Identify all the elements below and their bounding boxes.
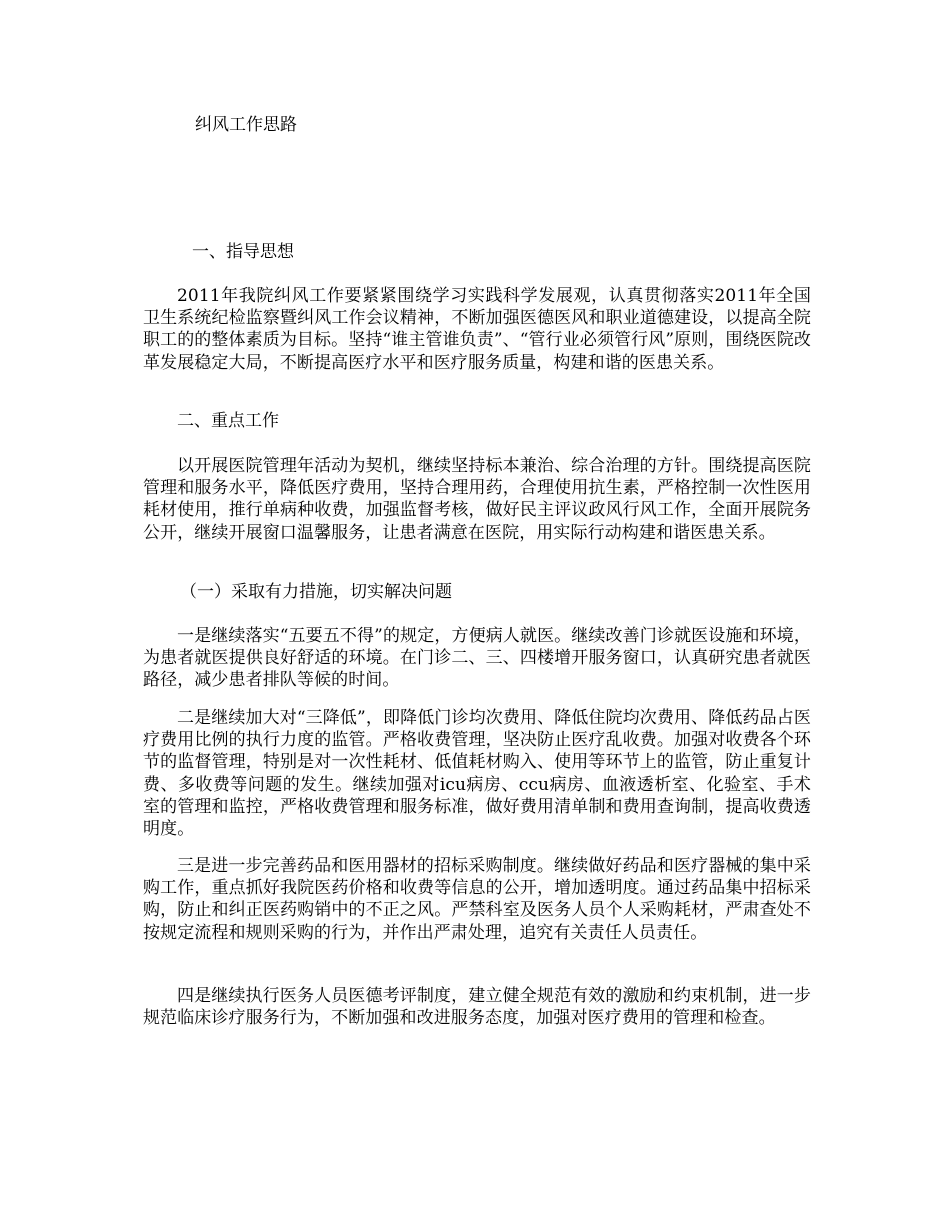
document-title: 纠风工作思路: [195, 115, 297, 135]
paragraph-measure-2: 二是继续加大对“三降低”，即降低门诊均次费用、降低住院均次费用、降低药品占医疗费用比例的执行力度的监管。严格收费管理，坚决防止医疗乱收费。加强对收费各个环节的监督管理，特别是对一次性耗材、低值耗材购入、使用等环节上的监管，防止重复计费、多收费等问题的发生。继续加强对icu病房、ccu病房、血液透析室、化验室、手术室的管理和监控，严格收费管理和服务标准，做好费用清单制和费用查询制，提高收费透明度。: [143, 708, 811, 840]
section-heading-guiding-ideology: 一、指导思想: [192, 242, 294, 262]
paragraph-key-work: 以开展医院管理年活动为契机，继续坚持标本兼治、综合治理的方针。围绕提高医院管理和服务水平，降低医疗费用，坚持合理用药，合理使用抗生素，严格控制一次性医用耗材使用，推行单病种收费，加强监督考核，做好民主评议政风行风工作，全面开展院务公开，继续开展窗口温馨服务，让患者满意在医院，用实际行动构建和谐医患关系。: [143, 456, 811, 543]
paragraph-measure-3: 三是进一步完善药品和医用器材的招标采购制度。继续做好药品和医疗器械的集中采购工作，重点抓好我院医药价格和收费等信息的公开，增加透明度。通过药品集中招标采购，防止和纠正医药购销中的不正之风。严禁科室及医务人员个人采购耗材，严肃查处不按规定流程和规则采购的行为，并作出严肃处理，追究有关责任人员责任。: [143, 856, 811, 943]
paragraph-measure-4: 四是继续执行医务人员医德考评制度，建立健全规范有效的激励和约束机制，进一步规范临床诊疗服务行为，不断加强和改进服务态度，加强对医疗费用的管理和检查。: [143, 986, 811, 1029]
subsection-heading-measures: （一）采取有力措施，切实解决问题: [180, 582, 452, 602]
paragraph-guiding-ideology: 2011年我院纠风工作要紧紧围绕学习实践科学发展观，认真贯彻落实2011年全国卫生系统纪检监察暨纠风工作会议精神，不断加强医德医风和职业道德建设，以提高全院职工的的整体素质为目标。坚持“谁主管谁负责”、“管行业必须管行风”原则，围绕医院改革发展稳定大局，不断提高医疗水平和医疗服务质量，构建和谐的医患关系。: [143, 286, 811, 373]
paragraph-measure-1: 一是继续落实“五要五不得”的规定，方便病人就医。继续改善门诊就医设施和环境，为患者就医提供良好舒适的环境。在门诊二、三、四楼增开服务窗口，认真研究患者就医路径，减少患者排队等候的时间。: [143, 626, 811, 691]
section-heading-key-work: 二、重点工作: [177, 411, 279, 431]
